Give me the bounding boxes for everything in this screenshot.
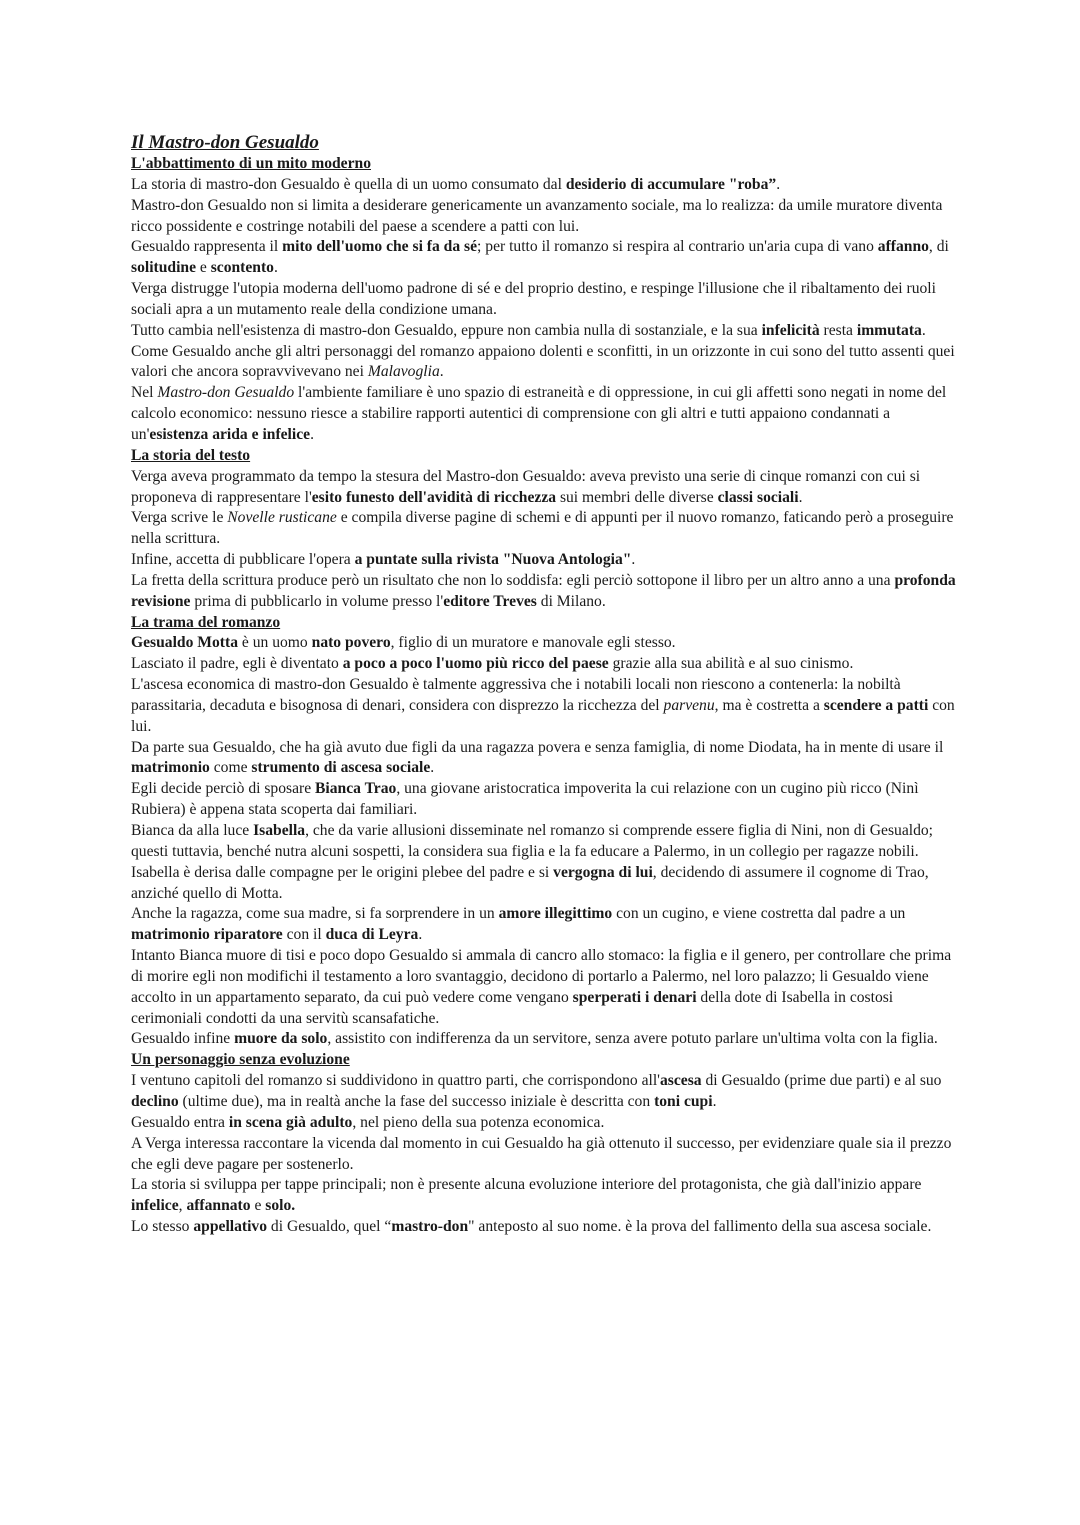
section-heading (131, 154, 961, 175)
paragraph (131, 1217, 961, 1238)
text-run: Gesualdo infine (131, 1030, 235, 1048)
text-run: Un personaggio senza evoluzione (131, 1051, 350, 1069)
text-run: . (430, 759, 435, 777)
bold-text: declino (131, 1092, 179, 1110)
text-run: l'ambiente familiare è uno spazio di estraneità e di oppressione, in cui gli affetti sono negati in nome del calcolo economico: nessuno riesce a stabilire rapporti autentici di comprensione con gli altri e tutti appaiono condannati a un' (131, 384, 947, 443)
paragraph (131, 1029, 961, 1050)
text-run: . (273, 259, 278, 277)
text-run: , decidendo di assumere il cognome di Trao, anziché quello di Motta. (131, 863, 929, 902)
paragraph (131, 821, 961, 863)
text-run: La trama del romanzo (131, 613, 281, 631)
text-run: è un uomo (238, 634, 312, 652)
bold-text: solo. (265, 1197, 296, 1215)
bold-text: scendere a patti (823, 696, 929, 714)
paragraph (131, 1175, 961, 1217)
paragraph (131, 863, 961, 905)
text-run: . (631, 551, 636, 569)
paragraph (131, 342, 961, 384)
bold-text: scontento (210, 259, 274, 277)
text-run: . (776, 175, 781, 193)
text-run: con un cugino, e viene costretta dal padre a un (612, 905, 906, 923)
text-run: , figlio di un muratore e manovale egli stesso. (390, 634, 676, 652)
bold-text: profonda revisione (131, 571, 956, 610)
paragraph (131, 321, 961, 342)
bold-text: solitudine (131, 259, 196, 277)
text-run: Mastro-don Gesualdo non si limita a desiderare genericamente un avanzamento sociale, ma lo realizza: da umile muratore diventa ricco possidente e costringe notabili del paese a scendere a patti con lui. (131, 196, 943, 235)
bold-text: infelicità (761, 321, 820, 339)
bold-text: immutata (856, 321, 922, 339)
paragraph (131, 508, 961, 550)
text-run: della dote di Isabella in costosi cerimoniali condotti da una servitù scansafatiche. (131, 988, 894, 1027)
text-run: di Gesualdo (prime due parti) e al suo (701, 1072, 942, 1090)
paragraph (131, 675, 961, 738)
bold-text: amore illegittimo (498, 905, 613, 923)
paragraph (131, 779, 961, 821)
text-run: prima di pubblicarlo in volume presso l' (190, 592, 444, 610)
text-run: di Milano. (536, 592, 606, 610)
text-run: Verga distrugge l'utopia moderna dell'uomo padrone di sé e del proprio destino, e respinge l'illusione che il ribaltamento dei ruoli sociali apra a un mutamento reale della condizione umana. (131, 280, 936, 318)
bold-text: editore Treves (443, 592, 537, 610)
text-run: e (250, 1197, 266, 1215)
bold-text: Bianca Trao (315, 780, 397, 798)
bold-text: Gesualdo Motta (131, 634, 238, 652)
italic-text: Mastro-don Gesualdo (157, 384, 295, 402)
italic-text: Malavoglia (367, 363, 440, 381)
text-run: e compila diverse pagine di schemi e di appunti per il nuovo romanzo, faticando però a proseguire nella scrittura. (131, 509, 954, 548)
text-run: Egli decide perciò di sposare (131, 780, 316, 798)
text-run: , che da varie allusioni disseminate nel romanzo si comprende essere figlia di Nini, non di Gesualdo; questi tuttavia, benché nutra alcuni sospetti, la considera sua figlia e la fa educare a Palermo, in un collegio per ragazze nobili. (131, 822, 934, 860)
bold-text: classi sociali (717, 488, 799, 506)
text-run: ; per tutto il romanzo si respira al contrario un'aria cupa di vano (477, 238, 878, 256)
paragraph (131, 1134, 961, 1176)
italic-text: Novelle rusticane (227, 509, 337, 527)
text-run: , assistito con indifferenza da un servitore, senza avere potuto parlare un'ultima volta con la figlia. (327, 1030, 938, 1048)
text-run: La storia del testo (131, 446, 251, 464)
paragraph (131, 654, 961, 675)
text-run: Verga aveva programmato da tempo la stesura del Mastro-don Gesualdo: aveva previsto una serie di cinque romanzi con cui si proponeva di rappresentare l' (131, 467, 921, 506)
text-run: " anteposto al suo nome. è la prova del fallimento della sua ascesa sociale. (468, 1218, 932, 1236)
section-heading (131, 446, 961, 467)
paragraph (131, 571, 961, 613)
text-run: . (439, 363, 444, 381)
bold-text: mito dell'uomo che si fa da sé (282, 238, 478, 256)
text-run: A Verga interessa raccontare la vicenda dal momento in cui Gesualdo ha già ottenuto il successo, per evidenziare quale sia il prezzo che egli deve pagare per sostenerlo. (131, 1134, 952, 1173)
bold-text: mastro-don (391, 1218, 469, 1236)
bold-text: esito funesto dell'avidità di ricchezza (311, 488, 557, 506)
bold-text: Isabella (253, 822, 306, 839)
bold-text: nato povero (311, 634, 391, 652)
text-run: Intanto Bianca muore di tisi e poco dopo Gesualdo si ammala di cancro allo stomaco: la figlia e il genero, per controllare che prima di morire egli non modifichi il testamento a loro svantaggio, decidono di portarlo a Palermo, nel loro palazzo; li Gesualdo viene accolto in un appartamento separato, da cui può vedere come vengano (131, 947, 952, 1006)
text-run: Da parte sua Gesualdo, che ha già avuto due figli da una ragazza povera e senza famiglia, di nome Diodata, ha in mente di usare il (131, 738, 944, 756)
bold-text: strumento di ascesa sociale (251, 759, 431, 777)
paragraph (131, 1113, 961, 1134)
paragraph (131, 946, 961, 1029)
bold-text: duca di Leyra (325, 926, 419, 944)
text-run: . (712, 1092, 717, 1110)
italic-text: parvenu (663, 696, 715, 714)
bold-text: toni cupi (654, 1092, 713, 1110)
text-run: Gesualdo entra (131, 1113, 229, 1131)
paragraph (131, 237, 961, 279)
paragraph (131, 175, 961, 196)
bold-text: matrimonio (131, 759, 210, 777)
text-run: . (418, 926, 423, 944)
bold-text: affannato (186, 1197, 251, 1215)
bold-text: in scena già adulto (228, 1113, 353, 1131)
bold-text: matrimonio riparatore (131, 926, 283, 944)
text-run: Tutto cambia nell'esistenza di mastro-don Gesualdo, eppure non cambia nulla di sostanziale, e la sua (131, 321, 762, 339)
text-run: Anche la ragazza, come sua madre, si fa sorprendere in un (131, 905, 499, 923)
text-run: Lo stesso (131, 1218, 194, 1236)
bold-text: desiderio di accumulare "roba” (565, 175, 777, 193)
bold-text: a poco a poco l'uomo più ricco del paese (342, 655, 609, 673)
text-run: , di (928, 238, 949, 256)
text-run: I ventuno capitoli del romanzo si suddividono in quattro parti, che corrispondono all' (131, 1072, 660, 1090)
bold-text: vergogna di lui (553, 863, 653, 881)
text-run: come (209, 759, 252, 777)
text-run: La storia di mastro-don Gesualdo è quella di un uomo consumato dal (131, 175, 566, 193)
text-run: con il (282, 926, 326, 944)
paragraph (131, 904, 961, 946)
text-run: Bianca da alla luce (131, 822, 254, 839)
paragraph (131, 550, 961, 571)
text-run: Verga scrive le (131, 509, 228, 527)
bold-text: muore da solo (234, 1030, 328, 1048)
text-run: , una giovane aristocratica impoverita la cui relazione con un cugino più ricco (Ninì Rubiera) è appena stata scoperta dai familiari. (131, 780, 919, 819)
text-run: Isabella è derisa dalle compagne per le origini plebee del padre e si (131, 863, 554, 881)
paragraph (131, 196, 961, 238)
text-run: sui membri delle diverse (556, 488, 718, 506)
text-run: Lasciato il padre, egli è diventato (131, 655, 343, 673)
bold-text: affanno (877, 238, 929, 256)
text-run: , ma è costretta a (714, 696, 824, 714)
text-run: grazie alla sua abilità e al suo cinismo. (608, 655, 854, 673)
text-run: Infine, accetta di pubblicare l'opera (131, 551, 355, 569)
section-heading (131, 1050, 961, 1071)
text-run: Nel (131, 384, 158, 402)
text-run: con lui. (131, 696, 955, 735)
document-body (131, 131, 961, 1238)
text-run: La storia si sviluppa per tappe principali; non è presente alcuna evoluzione interiore del protagonista, che già dall'inizio appare (131, 1176, 922, 1194)
text-run: L'ascesa economica di mastro-don Gesualdo è talmente aggressiva che i notabili locali non riescono a contenerla: la nobiltà parassitaria, decaduta e bisognosa di denari, considera con disprezzo la ricchezza del (131, 676, 901, 714)
paragraph (131, 633, 961, 654)
text-run: , nel pieno della sua potenza economica. (352, 1113, 605, 1131)
paragraph (131, 1071, 961, 1113)
document-content (131, 154, 961, 1238)
text-run: L'abbattimento di un mito moderno (131, 155, 371, 172)
paragraph (131, 279, 961, 321)
bold-text: ascesa (660, 1072, 702, 1090)
bold-text: infelice (131, 1197, 179, 1215)
paragraph (131, 467, 961, 509)
text-run: (ultime due), ma in realtà anche la fase del successo iniziale è descritta con (178, 1092, 655, 1110)
text-run: resta (819, 321, 857, 339)
text-run: di Gesualdo, quel “ (267, 1218, 392, 1236)
text-run: Gesualdo rappresenta il (131, 238, 283, 256)
text-run: . (310, 425, 314, 443)
section-heading (131, 613, 961, 634)
paragraph (131, 738, 961, 780)
bold-text: esistenza arida e infelice (149, 425, 311, 443)
text-run: , (178, 1197, 187, 1215)
document-title: Il Mastro-don Gesualdo (131, 132, 319, 153)
bold-text: a puntate sulla rivista "Nuova Antologia" (354, 551, 632, 569)
text-run: Come Gesualdo anche gli altri personaggi del romanzo appaiono dolenti e sconfitti, in un orizzonte in cui sono del tutto assenti quei valori che ancora sopravvivevano nei (131, 342, 955, 381)
bold-text: appellativo (193, 1218, 268, 1236)
paragraph (131, 383, 961, 446)
text-run: . (921, 321, 926, 339)
bold-text: sperperati i denari (572, 988, 697, 1006)
text-run: . (798, 488, 803, 506)
text-run: La fretta della scrittura produce però un risultato che non lo soddisfa: egli perciò sottopone il libro per un altro anno a una (131, 571, 895, 589)
text-run: e (196, 259, 211, 277)
